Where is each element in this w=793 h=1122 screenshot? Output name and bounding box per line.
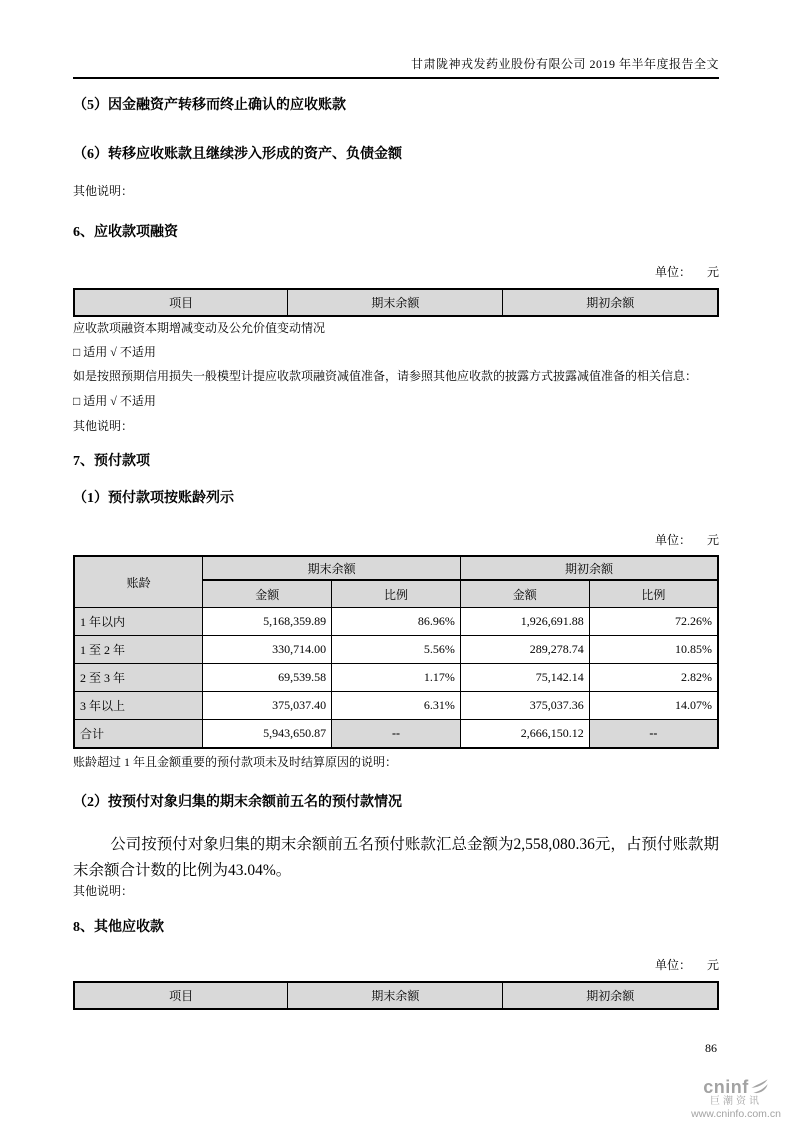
amount-cell: 375,037.40 <box>203 692 332 720</box>
aging-row <box>74 608 718 636</box>
beginning-balance-group-header: 期初余额 <box>460 556 718 580</box>
column-header-item: 项目 <box>74 289 288 316</box>
unit-value: 元 <box>706 533 719 547</box>
unit-line <box>73 959 719 972</box>
section-heading-receivables-financing: 6、应收款项融资 <box>73 225 178 240</box>
cninfo-logo-text: cninf <box>703 1076 749 1097</box>
other-note-label: 其他说明： <box>73 884 134 898</box>
table-header-row <box>74 982 718 1009</box>
total-dash-cell: -- <box>589 720 718 749</box>
amount-cell: 69,539.58 <box>203 664 332 692</box>
aging-column-header: 账龄 <box>74 556 203 608</box>
amount-cell: 289,278.74 <box>460 636 589 664</box>
not-applicable-line: □ 适用 √ 不适用 <box>73 345 156 359</box>
aging-label-cell: 1 至 2 年 <box>74 636 203 664</box>
aging-note: 账龄超过 1 年且金额重要的预付款项未及时结算原因的说明： <box>73 755 398 769</box>
section-heading-other-receivables: 8、其他应收款 <box>73 920 164 935</box>
ratio-cell: 10.85% <box>589 636 718 664</box>
cninfo-logo-subtitle: 巨潮资讯 <box>710 1096 762 1107</box>
aging-row <box>74 636 718 664</box>
ratio-cell: 2.82% <box>589 664 718 692</box>
not-applicable-line: □ 适用 √ 不适用 <box>73 394 156 408</box>
unit-label: 单位： <box>654 265 691 279</box>
heading-top5-prepayments: （2）按预付对象归集的期末余额前五名的预付款情况 <box>73 795 402 810</box>
table-header-row <box>74 289 718 316</box>
unit-line <box>73 266 719 279</box>
amount-cell: 375,037.36 <box>460 692 589 720</box>
prepayment-aging-table <box>73 555 719 749</box>
other-receivables-table <box>73 981 719 1010</box>
ratio-cell: 86.96% <box>332 608 461 636</box>
total-dash-cell: -- <box>332 720 461 749</box>
total-amount-cell: 5,943,650.87 <box>203 720 332 749</box>
ratio-cell: 6.31% <box>332 692 461 720</box>
amount-cell: 5,168,359.89 <box>203 608 332 636</box>
column-header-ending-balance: 期末余额 <box>288 982 503 1009</box>
aging-total-row <box>74 720 718 749</box>
ratio-cell: 1.17% <box>332 664 461 692</box>
aging-label-cell: 3 年以上 <box>74 692 203 720</box>
ratio-cell: 72.26% <box>589 608 718 636</box>
page-number: 86 <box>705 1041 717 1055</box>
aging-group-header-row <box>74 556 718 580</box>
amount-cell: 75,142.14 <box>460 664 589 692</box>
cninfo-logo-wordmark <box>687 1077 785 1096</box>
receivables-financing-table <box>73 288 719 317</box>
report-header-title: 甘肃陇神戎发药业股份有限公司 2019 年半年度报告全文 <box>410 57 719 71</box>
aging-row <box>74 692 718 720</box>
aging-row <box>74 664 718 692</box>
ending-balance-group-header: 期末余额 <box>203 556 461 580</box>
unit-value: 元 <box>706 265 719 279</box>
other-note-label: 其他说明： <box>73 184 134 198</box>
amount-column-header: 金额 <box>460 580 589 608</box>
cninfo-logo-url: www.cninfo.com.cn <box>691 1108 781 1120</box>
heading-prepayments-by-aging: （1）预付款项按账龄列示 <box>73 491 234 506</box>
unit-line <box>73 534 719 547</box>
amount-cell: 330,714.00 <box>203 636 332 664</box>
header-rule <box>73 77 719 79</box>
section-heading-prepayments: 7、预付款项 <box>73 454 150 469</box>
heading-derecognized-receivables: （5）因金融资产转移而终止确认的应收账款 <box>73 98 346 113</box>
total-label-cell: 合计 <box>74 720 203 749</box>
column-header-ending-balance: 期末余额 <box>288 289 503 316</box>
amount-column-header: 金额 <box>203 580 332 608</box>
unit-label: 单位： <box>654 958 691 972</box>
ratio-column-header: 比例 <box>332 580 461 608</box>
cninfo-logo <box>687 1077 785 1120</box>
ratio-cell: 5.56% <box>332 636 461 664</box>
ratio-cell: 14.07% <box>589 692 718 720</box>
top5-paragraph: 公司按预付对象归集的期末余额前五名预付账款汇总金额为2,558,080.36元，占预付账款期末余额合计数的比例为43.04%。 <box>73 836 719 879</box>
ratio-column-header: 比例 <box>589 580 718 608</box>
cninfo-swirl-icon <box>750 1077 769 1096</box>
aging-label-cell: 2 至 3 年 <box>74 664 203 692</box>
unit-label: 单位： <box>654 533 691 547</box>
column-header-beginning-balance: 期初余额 <box>503 982 718 1009</box>
total-amount-cell: 2,666,150.12 <box>460 720 589 749</box>
heading-transferred-receivables: （6）转移应收账款且继续涉入形成的资产、负债金额 <box>73 147 402 162</box>
column-header-beginning-balance: 期初余额 <box>503 289 718 316</box>
amount-cell: 1,926,691.88 <box>460 608 589 636</box>
impairment-model-line: 如是按照预期信用损失一般模型计提应收款项融资减值准备，请参照其他应收款的披露方式披露减值准备的相关信息： <box>73 369 698 383</box>
other-note-label: 其他说明： <box>73 419 134 433</box>
unit-value: 元 <box>706 958 719 972</box>
aging-label-cell: 1 年以内 <box>74 608 203 636</box>
receivables-financing-change-line: 应收款项融资本期增减变动及公允价值变动情况 <box>73 321 326 335</box>
column-header-item: 项目 <box>74 982 288 1009</box>
